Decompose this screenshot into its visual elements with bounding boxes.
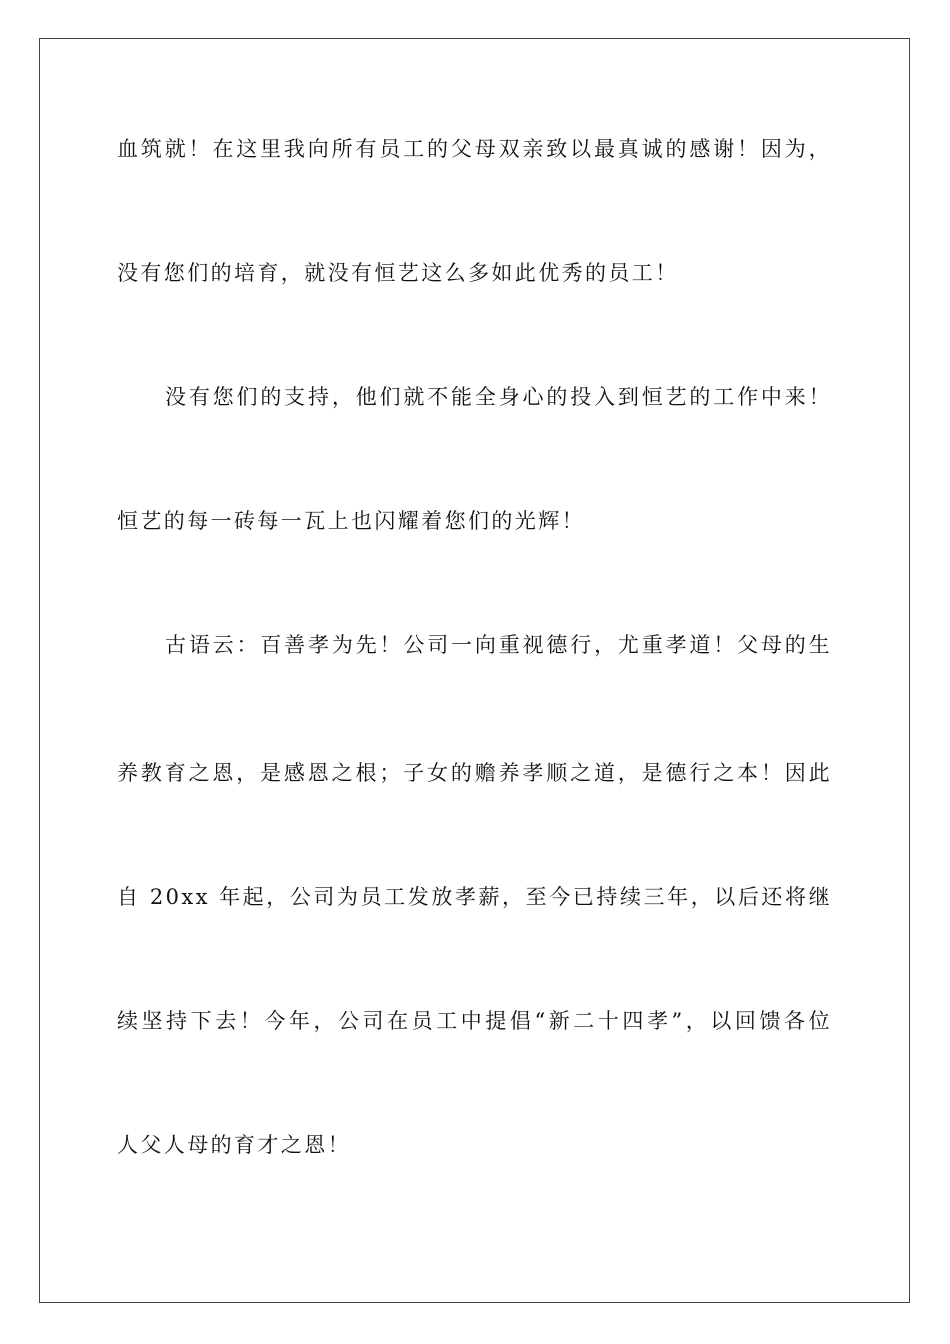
paragraph-line: 没有您们的培育，就没有恒艺这么多如此优秀的员工！ xyxy=(117,261,679,285)
paragraph-line: 养教育之恩，是感恩之根；子女的赡养孝顺之道，是德行之本！因此 xyxy=(117,761,832,785)
page-border xyxy=(39,38,910,1303)
paragraph-line: 自 20xx 年起，公司为员工发放孝薪，至今已持续三年，以后还将继 xyxy=(117,885,832,909)
paragraph-line: 古语云：百善孝为先！公司一向重视德行，尤重孝道！父母的生 xyxy=(165,633,832,657)
paragraph-line: 恒艺的每一砖每一瓦上也闪耀着您们的光辉！ xyxy=(117,509,585,533)
paragraph-line: 人父人母的育才之恩！ xyxy=(117,1133,351,1157)
paragraph-line: 续坚持下去！今年，公司在员工中提倡“新二十四孝”，以回馈各位 xyxy=(117,1009,832,1033)
paragraph-line: 没有您们的支持，他们就不能全身心的投入到恒艺的工作中来！ xyxy=(165,385,832,409)
paragraph-line: 血筑就！在这里我向所有员工的父母双亲致以最真诚的感谢！因为， xyxy=(117,137,832,161)
